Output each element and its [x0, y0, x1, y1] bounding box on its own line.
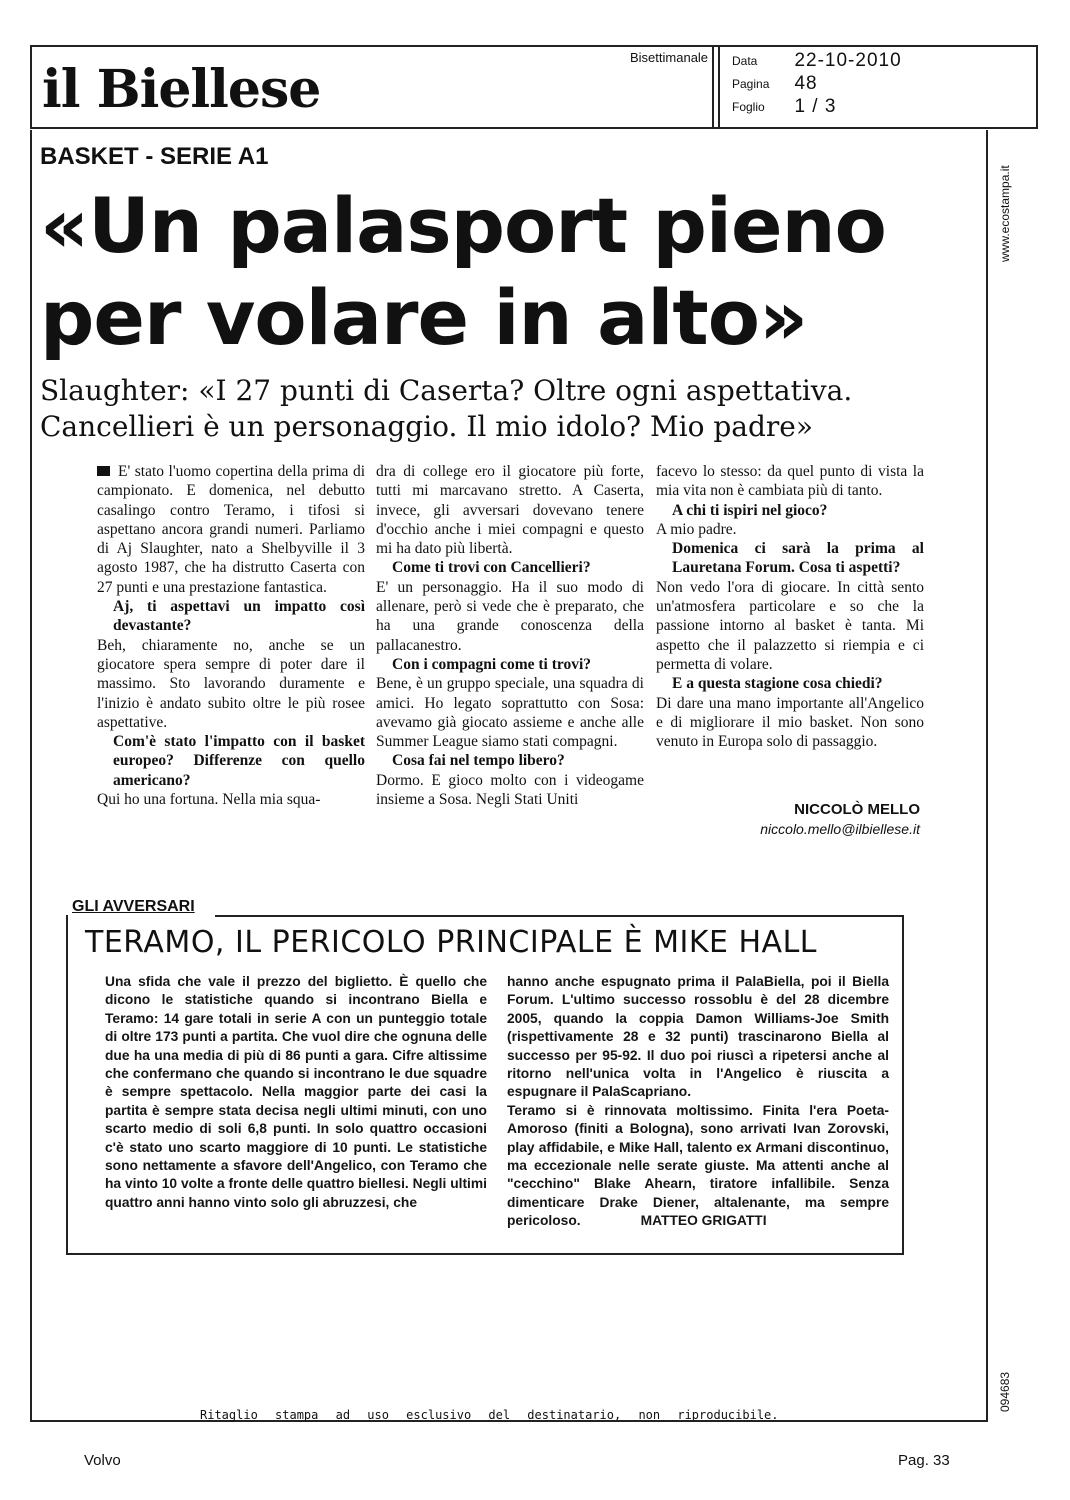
paragraph: Teramo si è rinnovata moltissimo. Finita l'era Poeta-Amoroso (finiti a Bologna), sono arrivati Ivan Zorovski, play affidabile, e Mike Hall, talento ex Armani discontinuo, ma eccezionale nelle serate giuste. Ma attenti anche al "cecchino" Blake Ahearn, tiratore infallibile. Senza dimenticare Drake Diener, altalenante, ma sempre pericoloso. MATTEO GRIGATTI [507, 1102, 889, 1229]
paragraph: Beh, chiaramente no, anche se un giocatore spera sempre di poter dare il massimo. Sto lavorando duramente e l'inizio è andato subito oltre le più rosee aspettative. [97, 636, 365, 731]
meta-label: Foglio [732, 100, 765, 114]
box-label: GLI AVVERSARI [72, 898, 195, 915]
paragraph: facevo lo stesso: da quel punto di vista la mia vita non è cambiata più di tanto. [656, 463, 924, 500]
question: Cosa fai nel tempo libero? [392, 752, 565, 770]
question: Come ti trovi con Cancellieri? [392, 559, 591, 577]
question: E a questa stagione cosa chiedi? [672, 675, 883, 693]
headline [40, 180, 940, 364]
paragraph: E' stato l'uomo copertina della prima di campionato. E domenica, nel debutto casalingo contro Teramo, i tifosi si aspettano ancora grandi numeri. Parliamo di Aj Slaughter, nato a Shelbyville il 3 agosto 1987, che ha distrutto Caserta con 27 punti e una prestazione fantastica. [97, 463, 365, 596]
headline-line: per volare in alto» [40, 273, 808, 362]
paragraph: Di dare una mano importante all'Angelico e di migliorare il mio basket. Non sono venuto in Europa solo di passaggio. [656, 694, 924, 751]
question: Domenica ci sarà la prima al Lauretana Forum. Cosa ti aspetti? [672, 540, 924, 577]
article-column-1 [97, 462, 365, 809]
box-title: TERAMO, IL PERICOLO PRINCIPALE È MIKE HALL [85, 925, 818, 960]
paragraph: Qui ho una fortuna. Nella mia squa- [97, 791, 321, 809]
subhead-line: Cancellieri è un personaggio. Il mio idolo? Mio padre» [40, 410, 813, 443]
paragraph: E' un personaggio. Ha il suo modo di allenare, però si vede che è preparato, che ha una grande conoscenza della pallacanestro. [376, 578, 644, 654]
author-email: niccolo.mello@ilbiellese.it [760, 821, 920, 837]
box-column-2 [507, 973, 889, 1231]
header-divider [718, 45, 720, 129]
meta-value: 22-10-2010 [794, 50, 902, 71]
paragraph: Bene, è un gruppo speciale, una squadra di amici. Ho legato soprattutto con Sosa: avevamo già giocato assieme e anche alle Summer League siamo stati compagni. [376, 675, 644, 751]
side-url: www.ecostampa.it [998, 165, 1012, 262]
box-column-1 [105, 973, 487, 1212]
box-author: MATTEO GRIGATTI [640, 1213, 767, 1229]
question: Aj, ti aspettavi un impatto così devastante? [113, 598, 365, 635]
paragraph: Una sfida che vale il prezzo del biglietto. È quello che dicono le statistiche quando si incontrano Biella e Teramo: 14 gare totali in serie A con un punteggio totale di oltre 173 punti a partita. Che vuol dire che ognuna delle due ha una media di più di 86 punti a gara. Cifre altissime che confermano che quando si incontrano le due squadre è sempre spettacolo. Nella maggior parte dei casi la partita è sempre stata decisa negli ultimi minuti, con uno scarto medio di soli 6,8 punti. In solo quattro occasioni c'è stato uno scarto maggiore di 10 punti. Le statistiche sono nettamente a sfavore dell'Angelico, con Teramo che ha vinto 10 volte a fronte delle quattro biellesi. Negli ultimi quattro anni hanno vinto solo gli abruzzesi, che [105, 974, 487, 1210]
disclaimer: Ritaglio stampa ad uso esclusivo del destinatario, non riproducibile. [200, 1408, 779, 1422]
side-code: 094683 [998, 1371, 1012, 1412]
footer-page-number: Pag. 33 [898, 1452, 950, 1469]
author-name: NICCOLÒ MELLO [794, 801, 920, 818]
publication-frequency: Bisettimanale [630, 50, 709, 65]
subheadline [40, 373, 960, 445]
subhead-line: Slaughter: «I 27 punti di Caserta? Oltre ogni aspettativa. [40, 374, 853, 407]
meta-value: 48 [794, 73, 818, 94]
article-column-3 [656, 462, 924, 751]
square-bullet-icon [97, 466, 110, 476]
question: A chi ti ispiri nel gioco? [672, 501, 828, 519]
header-divider [712, 45, 714, 129]
meta-value: 1 / 3 [794, 96, 837, 117]
meta-sheet [732, 96, 836, 118]
meta-page [732, 73, 818, 95]
headline-line: «Un palasport pieno [40, 181, 886, 270]
question: Con i compagni come ti trovi? [392, 655, 592, 673]
meta-label: Pagina [732, 77, 770, 91]
masthead-logo: il Biellese [42, 59, 321, 120]
section-label: BASKET - SERIE A1 [40, 143, 269, 170]
meta-label: Data [732, 54, 758, 68]
paragraph: dra di college ero il giocatore più forte, tutti mi marcavano stretto. A Caserta, invece, gli avversari dovevano tenere d'occhio anche i miei compagni e questo mi ha dato più libertà. [376, 463, 644, 558]
question: Com'è stato l'impatto con il basket europeo? Differenze con quello americano? [113, 733, 365, 789]
meta-date [732, 50, 902, 72]
footer-client: Volvo [84, 1452, 121, 1469]
paragraph: Dormo. E gioco molto con i videogame insieme a Sosa. Negli Stati Uniti [376, 771, 644, 809]
byline [670, 800, 920, 839]
article-column-2 [376, 462, 644, 809]
paragraph: hanno anche espugnato prima il PalaBiella, poi il Biella Forum. L'ultimo successo rossoblu è del 28 dicembre 2005, quando la coppia Damon Williams-Joe Smith (rispettivamente 28 e 32 punti) trascinarono Biella al successo per 95-92. Il duo poi riuscì a ripetersi anche al ritorno nell'unica volta in l'Angelico è riuscita a espugnare il PalaScapriano. [507, 974, 889, 1100]
paragraph: Non vedo l'ora di giocare. In città sento un'atmosfera particolare e so che la passione intorno al basket è tanta. Mi aspetto che il palazzetto si riempia e ci permetta di volare. [656, 578, 924, 673]
paragraph: A mio padre. [656, 520, 737, 538]
